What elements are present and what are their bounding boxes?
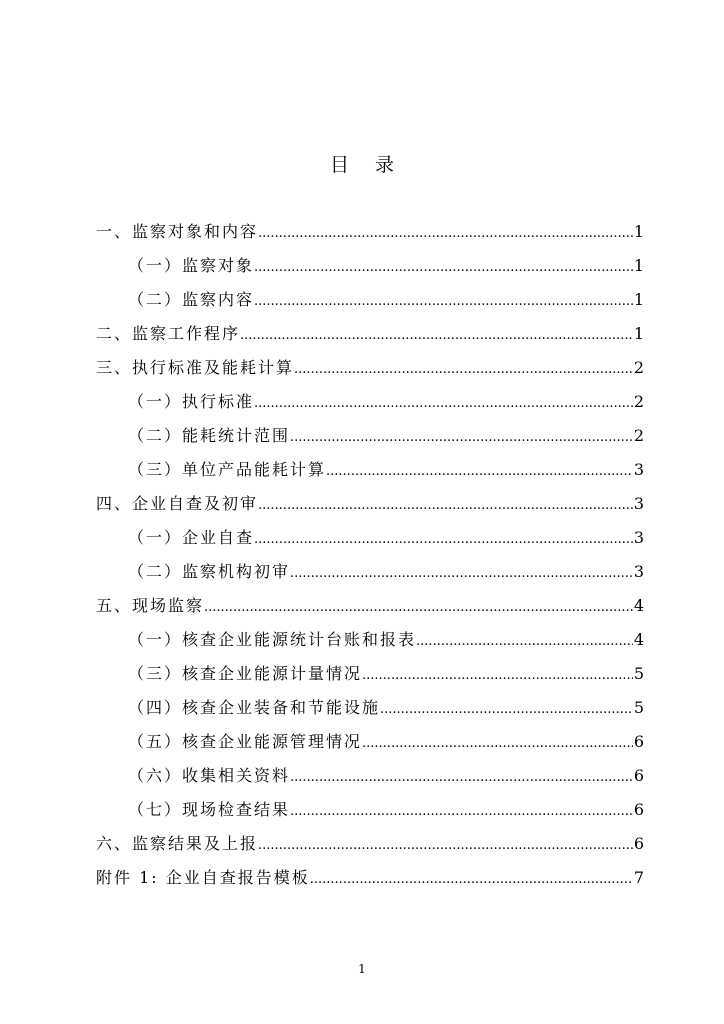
toc-entry[interactable] (96, 627, 644, 661)
toc-entry-page: 1 (633, 256, 644, 275)
toc-entry[interactable] (96, 865, 644, 899)
toc-entry-page: 6 (633, 834, 644, 853)
toc-entry[interactable] (96, 287, 644, 321)
dot-leader (362, 736, 633, 751)
toc-entry-label: （四）核查企业装备和节能设施 (128, 698, 381, 717)
dot-leader (254, 532, 633, 547)
toc-entry[interactable] (96, 491, 644, 525)
toc-entry-page: 5 (633, 664, 644, 683)
toc-entry-label: （一）执行标准 (128, 392, 255, 411)
dot-leader (290, 804, 633, 819)
toc-entry[interactable] (96, 831, 644, 865)
toc-entry[interactable] (96, 219, 644, 253)
table-of-contents (96, 219, 644, 899)
toc-entry-page: 4 (633, 596, 644, 615)
toc-entry-page: 6 (633, 800, 644, 819)
dot-leader (240, 328, 633, 343)
toc-entry-page: 4 (633, 630, 644, 649)
toc-entry-page: 1 (633, 222, 644, 241)
toc-entry-page: 3 (633, 460, 644, 479)
toc-entry[interactable] (96, 457, 644, 491)
toc-entry-page: 2 (633, 358, 644, 377)
toc-entry-label: （三）单位产品能耗计算 (128, 460, 327, 479)
toc-entry-label: 附件 1: 企业自查报告模板 (96, 868, 310, 887)
toc-entry[interactable] (96, 593, 644, 627)
page-number: 1 (358, 962, 366, 976)
toc-entry[interactable] (96, 797, 644, 831)
dot-leader (326, 464, 633, 479)
dot-leader (254, 294, 633, 309)
toc-entry[interactable] (96, 321, 644, 355)
toc-entry-label: （六）收集相关资料 (128, 766, 291, 785)
toc-entry-page: 2 (633, 392, 644, 411)
toc-entry-label: 三、执行标准及能耗计算 (96, 358, 295, 377)
toc-entry[interactable] (96, 729, 644, 763)
dot-leader (258, 498, 633, 513)
toc-entry[interactable] (96, 525, 644, 559)
toc-entry[interactable] (96, 763, 644, 797)
toc-entry[interactable] (96, 559, 644, 593)
toc-entry-label: （二）监察机构初审 (128, 562, 291, 581)
toc-entry-label: （一）核查企业能源统计台账和报表 (128, 630, 417, 649)
toc-entry-label: （二）监察内容 (128, 290, 255, 309)
dot-leader (380, 702, 633, 717)
dot-leader (254, 396, 633, 411)
toc-entry-label: 一、监察对象和内容 (96, 222, 259, 241)
toc-entry-page: 3 (633, 494, 644, 513)
dot-leader (290, 770, 633, 785)
toc-entry-label: （二）能耗统计范围 (128, 426, 291, 445)
dot-leader (294, 362, 633, 377)
toc-entry-page: 1 (633, 290, 644, 309)
toc-entry-label: 二、监察工作程序 (96, 324, 241, 343)
toc-entry-page: 3 (633, 562, 644, 581)
dot-leader (258, 838, 633, 853)
toc-entry-page: 6 (633, 732, 644, 751)
dot-leader (416, 634, 633, 649)
toc-entry-label: （七）现场检查结果 (128, 800, 291, 819)
toc-entry[interactable] (96, 423, 644, 457)
dot-leader (310, 872, 633, 887)
toc-entry-label: 四、企业自查及初审 (96, 494, 259, 513)
dot-leader (204, 600, 633, 615)
dot-leader (290, 430, 633, 445)
toc-entry-label: 五、现场监察 (96, 596, 205, 615)
toc-entry-page: 7 (633, 868, 644, 887)
dot-leader (290, 566, 633, 581)
toc-entry[interactable] (96, 695, 644, 729)
toc-entry-label: （三）核查企业能源计量情况 (128, 664, 363, 683)
toc-entry-page: 1 (633, 324, 644, 343)
dot-leader (258, 226, 633, 241)
toc-entry[interactable] (96, 661, 644, 695)
toc-entry[interactable] (96, 389, 644, 423)
toc-entry-label: （一）监察对象 (128, 256, 255, 275)
toc-entry-label: （五）核查企业能源管理情况 (128, 732, 363, 751)
toc-entry[interactable] (96, 355, 644, 389)
page-title: 目 录 (329, 154, 405, 176)
toc-entry-page: 5 (633, 698, 644, 717)
dot-leader (362, 668, 633, 683)
toc-entry[interactable] (96, 253, 644, 287)
toc-entry-label: 六、监察结果及上报 (96, 834, 259, 853)
toc-entry-label: （一）企业自查 (128, 528, 255, 547)
toc-entry-page: 3 (633, 528, 644, 547)
toc-entry-page: 2 (633, 426, 644, 445)
toc-entry-page: 6 (633, 766, 644, 785)
dot-leader (254, 260, 633, 275)
